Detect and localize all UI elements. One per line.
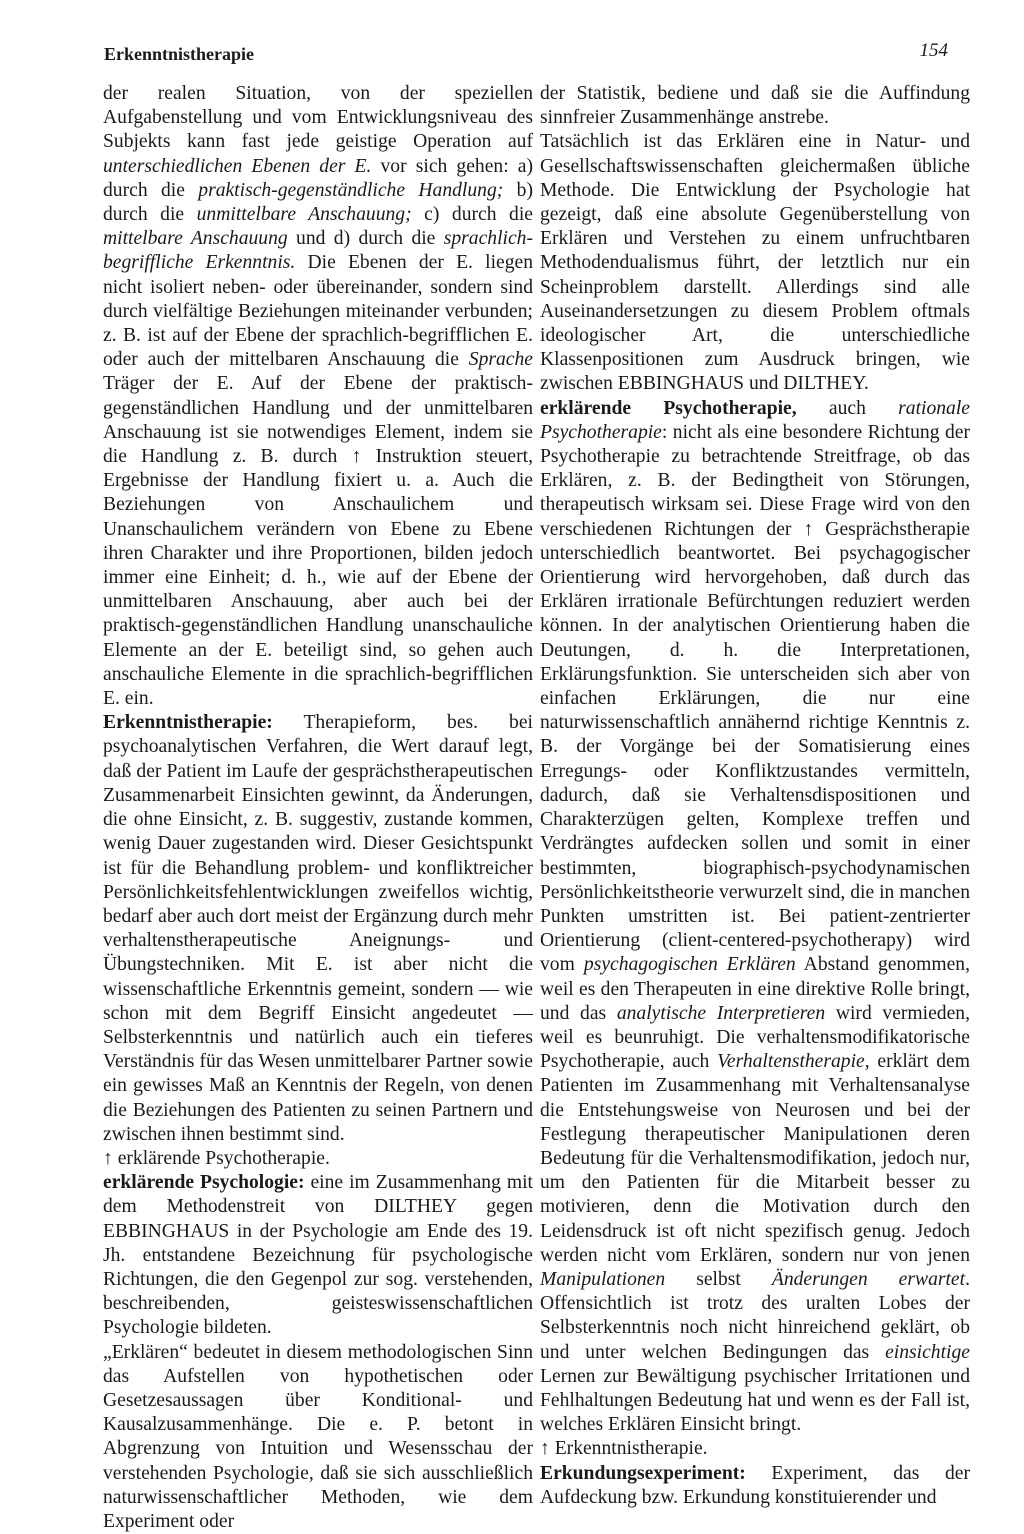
entry-erklaerende-psychotherapie <box>540 397 970 1438</box>
italic-term: Manipulationen <box>540 1268 666 1290</box>
italic-term: sprachlich-begriffliche Erkenntnis. <box>103 228 533 274</box>
entry-erkenntnistherapie <box>103 711 533 1147</box>
text-run: c) durch die <box>411 204 533 226</box>
text-run: Träger der E. Auf der Ebene der praktisch-gegenständlichen Handlung und der unmittelbaren Anschauung ist sie notwendiges Element, indem sie die Handlung z. B. durch ↑ Instruktion steuert, Ergebnisse der Handlung fixiert u. a. Auch die Beziehungen von Anschaulichem und Unanschaulichem verändern von Ebene zu Ebene ihren Charakter und ihre Proportionen, bilden jedoch immer eine Einheit; d. h., wie auf der Ebene der unmittelbaren Anschauung, aber auch bei der praktisch-gegenständlichen Handlung unanschauliche Elemente an der E. beteiligt sind, so gehen auch anschauliche Elemente in die sprachlich-begrifflichen E. ein. <box>103 373 533 710</box>
text-run: b) durch die <box>103 179 533 226</box>
entry-erklaerende-psychologie <box>103 1171 533 1340</box>
entry-lemma: Erkundungsexperiment: <box>540 1462 746 1484</box>
text-run: wird vermieden, weil es beunruhigt. Die verhaltensmodifikatorische Psychotherapie, auch <box>540 1002 970 1073</box>
italic-term: psychagogischen Erklären <box>583 954 796 976</box>
entry-text: eine im Zusammenhang mit dem Methodenstreit von DILTHEY gegen EBBINGHAUS in der Psychologie am Ende des 19. Jh. entstandene Bezeichnung für psychologische Richtungen, die den Gegenpol zur sog. verstehenden, beschreibenden, geisteswissenschaftlichen Psychologie bildeten. <box>103 1172 533 1339</box>
page-header <box>100 40 948 74</box>
italic-term: mittelbare Anschauung <box>103 228 288 250</box>
paragraph-statistik: der Statistik, bediene und daß sie die Auffindung sinnfreier Zusammenhänge anstrebe. <box>540 83 970 129</box>
italic-term: Änderungen erwartet <box>771 1268 966 1290</box>
italic-term: praktisch-gegenständliche Handlung; <box>198 179 504 201</box>
text-run: der realen Situation, von der speziellen Aufgabenstellung und vom Entwicklungsniveau des Subjekts kann fast jede geistige Operation auf <box>103 83 533 153</box>
text-run: Die Ebenen der E. liegen nicht isoliert neben- oder übereinander, sondern sind durch vielfältige Beziehungen miteinander verbunden; z. B. ist auf der Ebene der sprachlich-begrifflichen E. oder auch der mittelbaren Anschauung die <box>103 252 533 371</box>
entry-text: Experiment, das der Aufdeckung bzw. Erkundung konstituierender und <box>540 1462 970 1508</box>
italic-term: Verhaltenstherapie <box>717 1051 865 1073</box>
text-run: , erklärt dem Patienten im Zusammenhang mit Verhaltensanalyse die Entstehungsweise von Neurosen und bei der Festlegung therapeutischer Manipulationen deren Bedeutung für die Verhaltensmodifikation, jedoch nur, um den Patienten für die Mitarbeit besser zu motivieren, denn die Motivation durch den Leidensdruck ist oft nicht spezifisch genug. Jedoch werden nicht vom Erklären, sondern nur von jenen <box>540 1051 970 1266</box>
entry-lemma: erklärende Psychologie: <box>103 1172 305 1194</box>
right-column <box>540 82 970 1510</box>
italic-term: rationale Psychotherapie <box>540 397 970 443</box>
italic-term: analytische Interpretieren <box>616 1002 826 1024</box>
text-run: Lernen zur Bewältigung psychischer Irritationen und Fehlhaltungen Bedeutung hat und wenn es der Fall ist, welches Erklären Einsicht bringt. <box>540 1365 970 1436</box>
text-run: Abstand genommen, weil es den Therapeuten in eine direktive Rolle bringt, und das <box>540 954 970 1024</box>
text-run: . Offensichtlich ist trotz des uralten Lobes der Selbsterkenntnis noch nicht hinreichend geklärt, ob und unter welchen Bedingungen das <box>540 1268 970 1363</box>
paragraph-methodendualismus: Tatsächlich ist das Erklären eine in Natur- und Gesellschaftswissenschaften gleichermaßen übliche Methode. Die Entwicklung der Psychologie hat gezeigt, daß eine absolute Gegenüberstellung von Erklären und Verstehen zu einem unfruchtbaren Methodendualismus führt, der letztlich nur ein Scheinproblem darstellt. Allerdings sind alle Auseinandersetzungen zu diesem Problem oftmals ideologischer Art, die unterschiedliche Klassenpositionen zum Ausdruck bringen, wie zwischen EBBINGHAUS und DILTHEY. <box>540 131 970 395</box>
entry-lemma: Erkenntnistherapie: <box>103 712 273 734</box>
entry-lemma: erklärende Psychotherapie, <box>540 397 797 419</box>
text-run: auch <box>796 397 899 419</box>
paragraph-erklaeren: „Erklären“ bedeutet in diesem methodologischen Sinn das Aufstellen von hypothetischen oder Gesetzesaussagen über Konditional- und Kausalzusammenhänge. Die e. P. betont in Abgrenzung von Intuition und Wesensschau der verstehenden Psychologie, daß sie sich ausschließlich naturwissenschaftlicher Methoden, wie dem Experiment oder <box>103 1341 533 1532</box>
entry-text: Therapieform, bes. bei psychoanalytischen Verfahren, die Wert darauf legt, daß der Patient im Laufe der gesprächstherapeutischen Zusammenarbeit Einsichten gewinnt, da Änderungen, die ohne Einsicht, z. B. suggestiv, zustande kommen, wenig Dauer zugestanden wird. Dieser Gesichtspunkt ist für die Behandlung problem- und konfliktreicher Persönlichkeitsfehlentwicklungen zweifellos wichtig, bedarf aber auch dort meist der Ergänzung durch mehr verhaltenstherapeutische Aneignungs- und Übungstechniken. Mit E. ist aber nicht die wissenschaftliche Erkenntnis gemeint, sondern — wie schon mit dem Begriff Einsicht angedeutet — Selbsterkenntnis und natürlich auch ein tieferes Verständnis für das Wesen unmittelbarer Partner sowie ein gewisses Maß an Kenntnis der Regeln, von denen die Beziehungen des Patienten zu seinen Partnern und zwischen ihnen bestimmt sind. <box>103 712 533 1145</box>
italic-term: Sprache <box>468 349 533 371</box>
page-number: 154 <box>919 40 948 61</box>
italic-term: unterschiedlichen Ebenen der E. <box>103 155 372 177</box>
text-run: selbst <box>665 1268 772 1290</box>
running-head-title: Erkenntnistherapie <box>104 44 255 64</box>
text-run: : nicht als eine besondere Richtung der Psychotherapie zu betrachtende Streitfrage, ob das Erklären, z. B. der Bedingtheit von Störungen, therapeutisch wirksam sei. Diese Frage wird von den verschiedenen Richtungen der ↑ Gesprächstherapie unterschiedlich beantwortet. Bei psychagogischer Orientierung wird hervorgehoben, daß durch das Erklären irrationale Befürchtungen reduziert werden können. In der analytischen Orientierung haben die Deutungen, d. h. die Interpretationen, Erklärungsfunktion. Sie unterscheiden sich aber von einfachen Erklärungen, die nur eine naturwissenschaftlich annähernd richtige Kenntnis z. B. der Vorgänge bei der Somatisierung eines Erregungs- oder Konfliktzustandes vermitteln, dadurch, daß sie Verhaltensdispositionen und Charakterzügen gelten, Komplexe treffen und Verdrängtes aufdecken sollen und somit in einer bestimmten, biographisch-psychodynamischen Persönlichkeitstheorie verwurzelt sind, die in manchen Punkten umstritten ist. Bei patient-zentrierter Orientierung (client-centered-psychotherapy) wird vom <box>540 421 970 976</box>
left-column <box>103 82 533 1534</box>
italic-term: unmittelbare Anschauung; <box>196 204 412 226</box>
italic-term: einsichtige <box>885 1341 970 1363</box>
cross-reference: ↑ erklärende Psychotherapie. <box>103 1147 330 1169</box>
text-run: und d) durch die <box>287 228 444 250</box>
entry-erkundungsexperiment <box>540 1462 970 1510</box>
paragraph-ebenen-der-erkenntnis <box>103 82 533 711</box>
text-run: vor sich gehen: a) durch die <box>103 155 533 201</box>
cross-reference: ↑ Erkenntnistherapie. <box>540 1438 708 1460</box>
